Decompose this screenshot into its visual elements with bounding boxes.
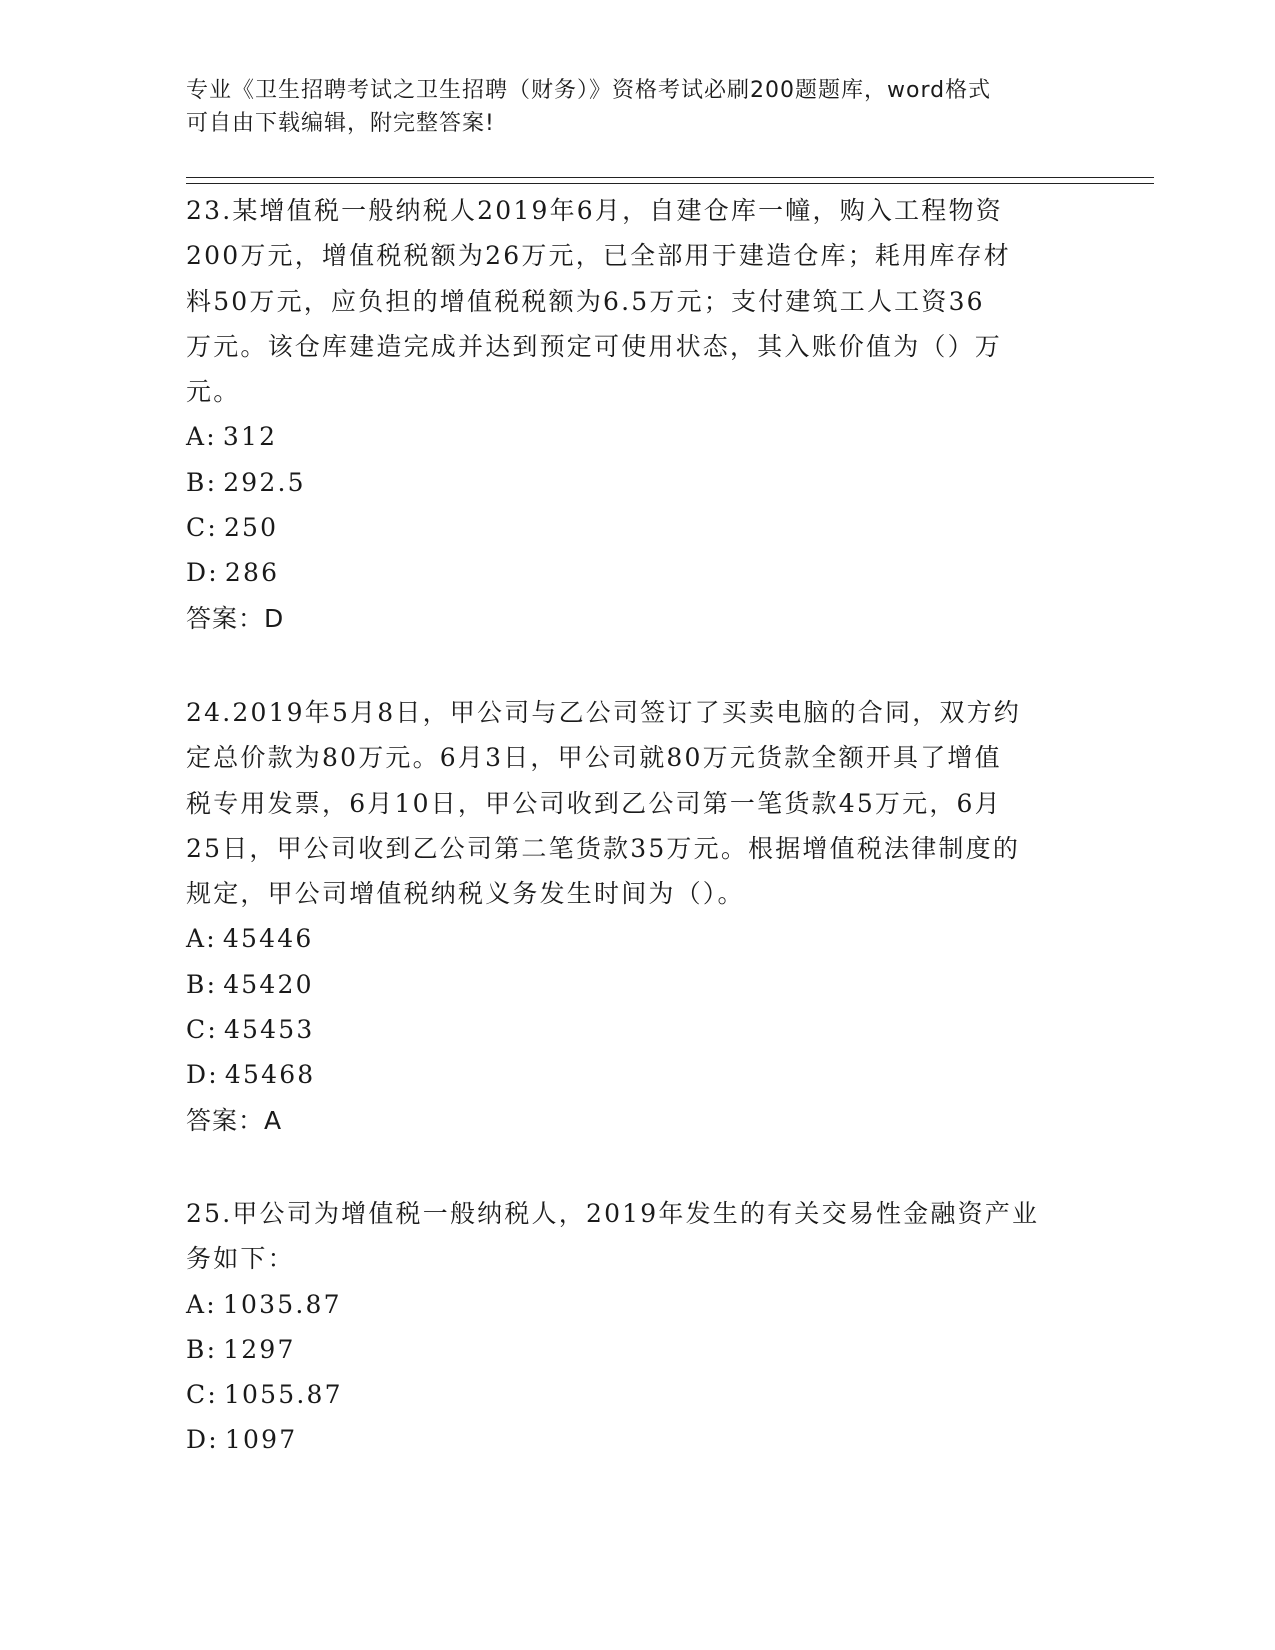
option-value: 250	[223, 513, 279, 543]
option-letter: A:	[186, 924, 217, 954]
option-a	[186, 1282, 1086, 1327]
option-letter: C:	[186, 1380, 218, 1410]
option-d	[186, 1052, 1086, 1097]
option-a	[186, 414, 1086, 459]
question-line: 24.2019年5月8日，甲公司与乙公司签订了买卖电脑的合同，双方约	[186, 698, 1021, 727]
question-line: 万元。该仓库建造完成并达到预定可使用状态，其入账价值为（）万	[186, 331, 1003, 361]
option-b	[186, 1327, 1086, 1372]
option-letter: C:	[186, 513, 218, 543]
question-line: 务如下：	[186, 1244, 295, 1274]
question-line: 定总价款为80万元。6月3日，甲公司就80万元货款全额开具了增值	[186, 743, 1002, 773]
question-24	[186, 690, 1086, 1143]
option-d	[186, 1417, 1086, 1462]
option-value: 292.5	[223, 467, 306, 497]
option-letter: C:	[186, 1015, 218, 1045]
option-value: 286	[224, 558, 280, 588]
option-value: 45420	[223, 969, 314, 999]
question-line: 23.某增值税一般纳税人2019年6月，自建仓库一幢，购入工程物资	[186, 196, 1003, 225]
question-line: 料50万元，应负担的增值税税额为6.5万元；支付建筑工人工资36	[186, 286, 985, 316]
option-value: 1097	[224, 1425, 298, 1455]
option-value: 45446	[222, 924, 314, 954]
question-23	[186, 188, 1086, 641]
option-value: 1297	[223, 1334, 296, 1364]
answer-line: 答案：D	[186, 603, 285, 633]
option-letter: A:	[186, 422, 217, 452]
question-line: 税专用发票，6月10日，甲公司收到乙公司第一笔货款45万元，6月	[186, 788, 1002, 818]
header-divider-bottom	[186, 183, 1154, 184]
question-line: 200万元，增值税税额为26万元，已全部用于建造仓库；耗用库存材	[186, 241, 1011, 271]
answer-line: 答案：A	[186, 1105, 283, 1135]
option-d	[186, 550, 1086, 595]
option-value: 1035.87	[222, 1289, 342, 1319]
question-line: 元。	[186, 377, 241, 407]
document-header	[186, 74, 1066, 140]
header-line-1: 专业《卫生招聘考试之卫生招聘（财务）》资格考试必刷200题题库，word格式	[186, 78, 992, 103]
option-letter: D:	[186, 1060, 219, 1090]
option-value: 45453	[223, 1015, 315, 1045]
option-a	[186, 916, 1086, 961]
option-letter: B:	[186, 969, 218, 999]
option-value: 312	[222, 422, 278, 452]
option-c	[186, 1372, 1086, 1417]
option-c	[186, 1007, 1086, 1052]
header-divider-top	[186, 177, 1154, 178]
option-letter: B:	[186, 1334, 218, 1364]
question-25	[186, 1191, 1086, 1463]
question-line: 25日，甲公司收到乙公司第二笔货款35万元。根据增值税法律制度的	[186, 833, 1021, 863]
option-letter: A:	[186, 1289, 217, 1319]
option-value: 1055.87	[223, 1380, 343, 1410]
option-letter: B:	[186, 467, 218, 497]
option-value: 45468	[224, 1060, 316, 1090]
question-line: 25.甲公司为增值税一般纳税人，2019年发生的有关交易性金融资产业	[186, 1199, 1040, 1228]
header-line-2: 可自由下载编辑，附完整答案!	[186, 111, 495, 136]
option-b	[186, 460, 1086, 505]
option-letter: D:	[186, 558, 219, 588]
question-line: 规定，甲公司增值税纳税义务发生时间为（）。	[186, 879, 745, 909]
option-b	[186, 962, 1086, 1007]
option-c	[186, 505, 1086, 550]
option-letter: D:	[186, 1425, 219, 1455]
